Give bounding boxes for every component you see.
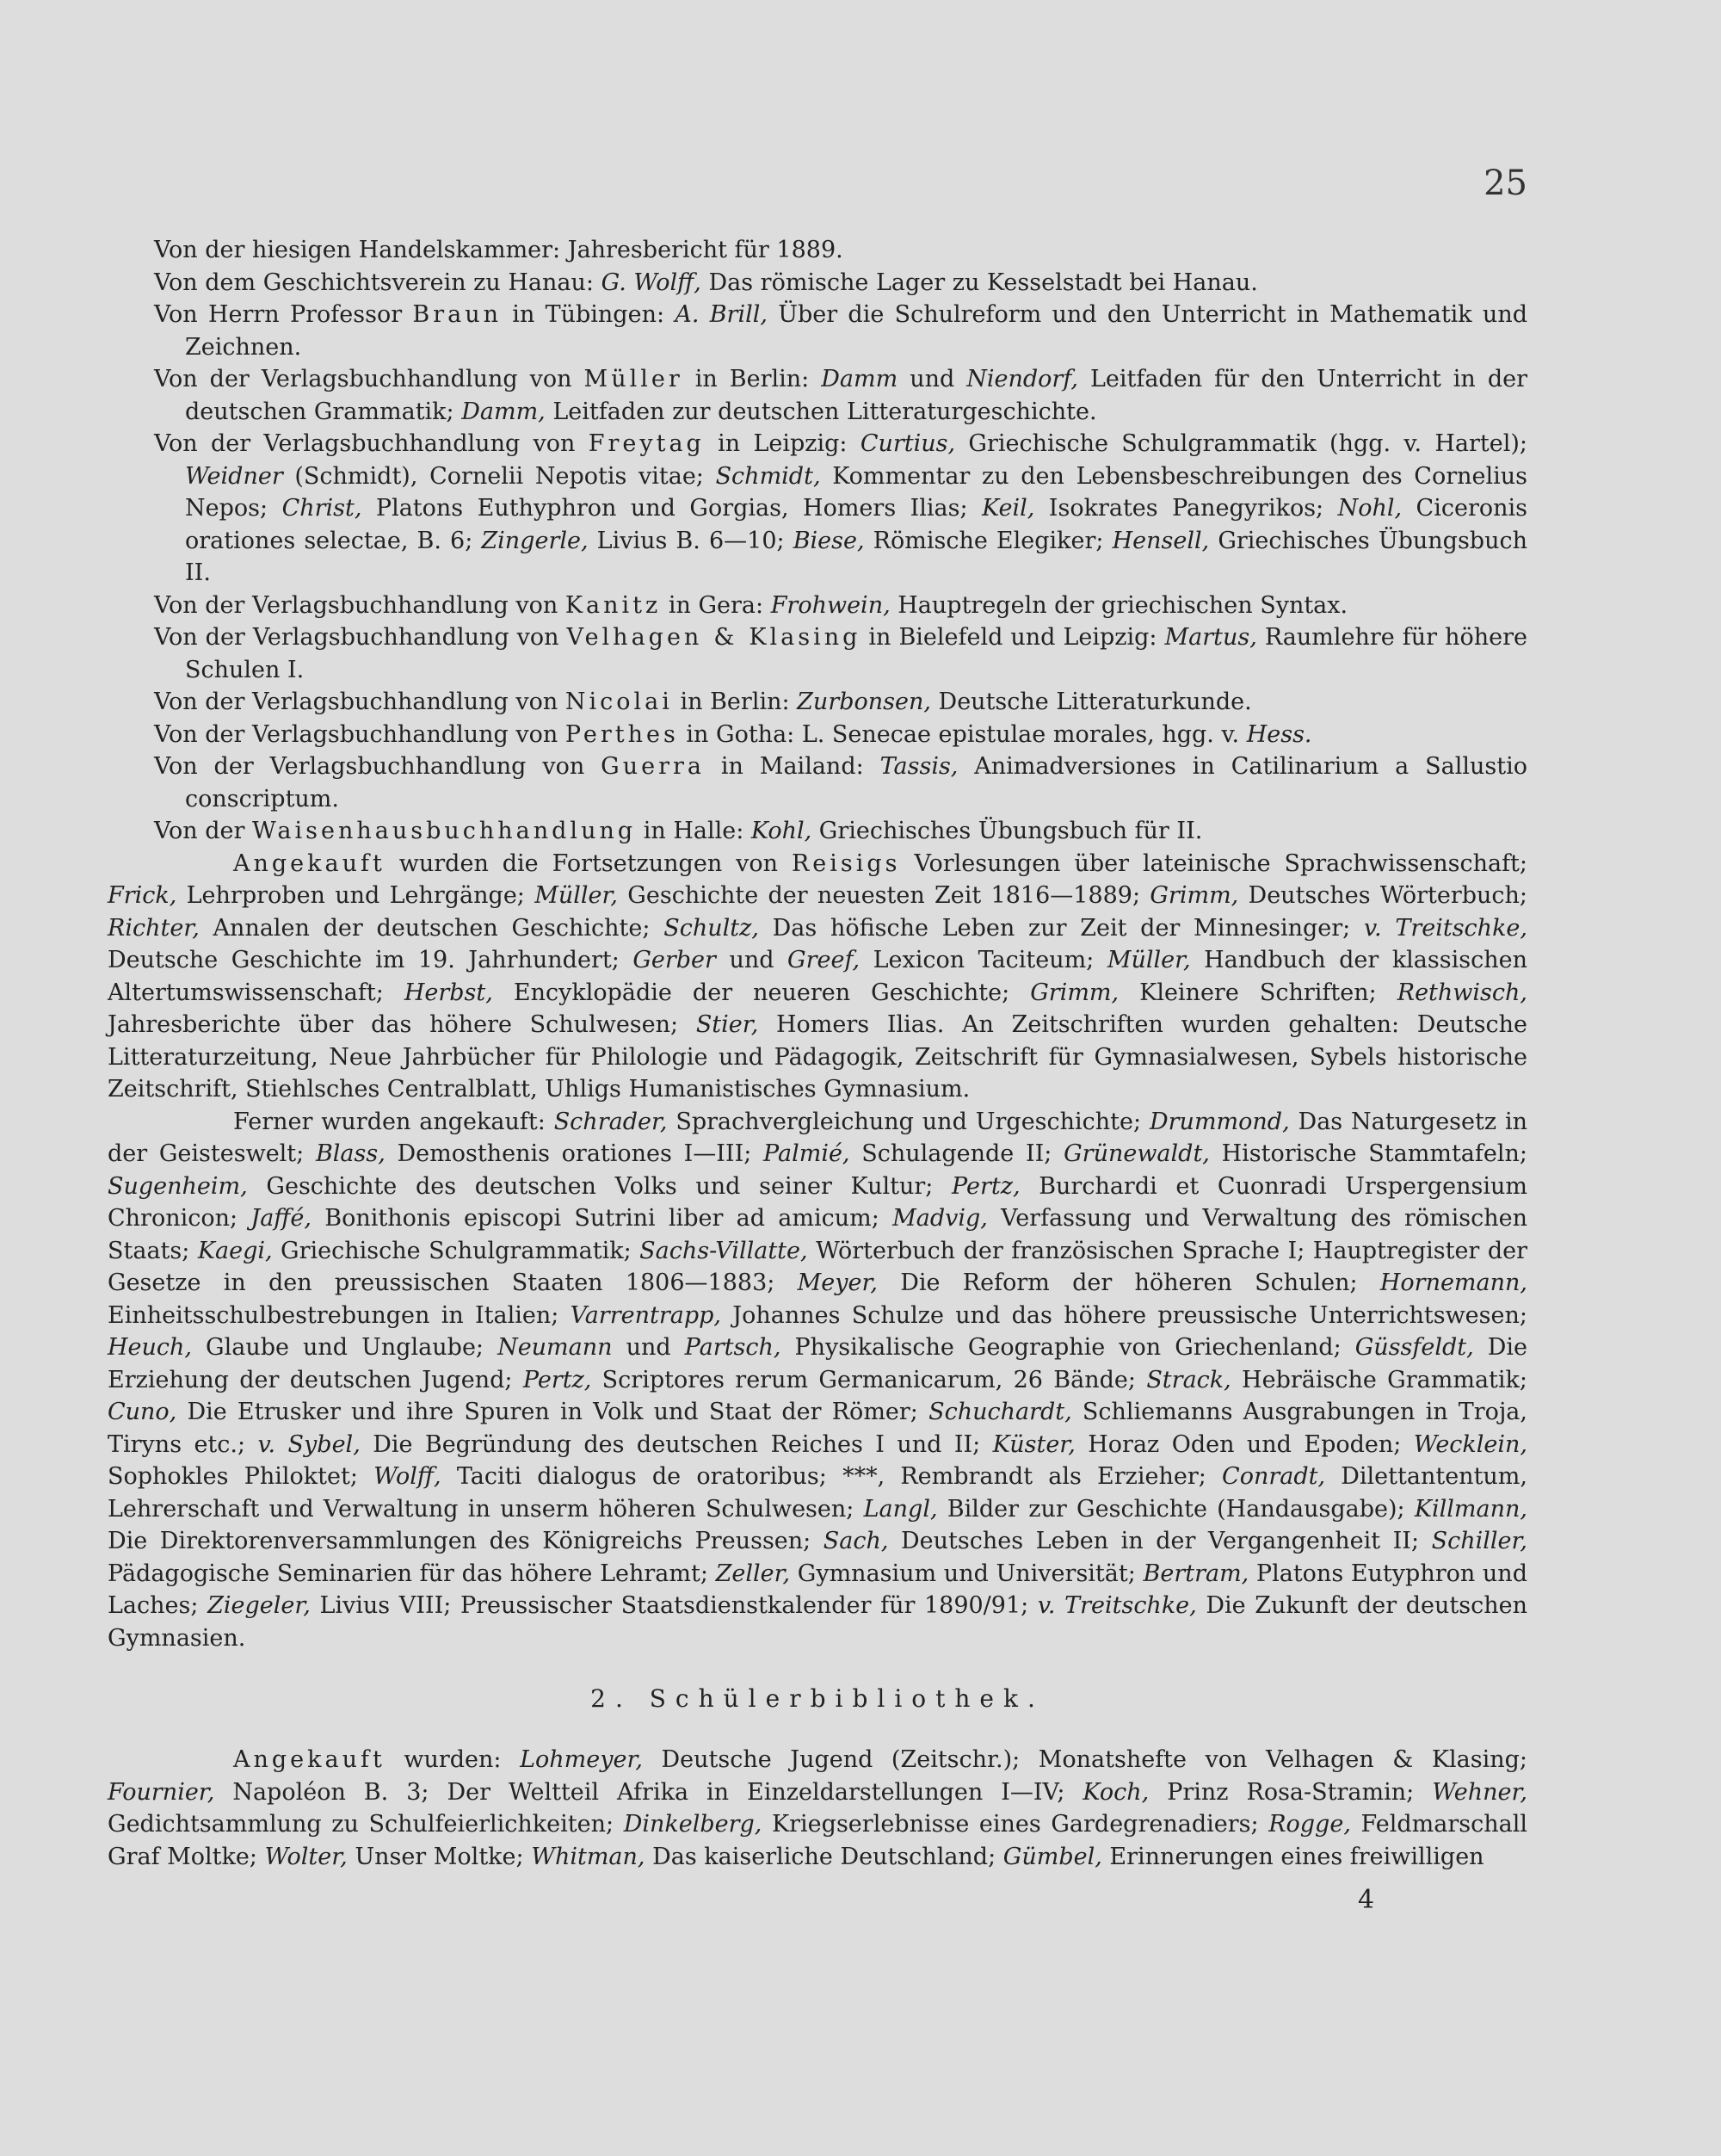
donation-entry xyxy=(108,590,1527,622)
entry-text: Leitfaden für den Unterricht in der deutschen Grammatik; xyxy=(185,366,1527,425)
author-name: Frohwein, xyxy=(770,591,891,619)
author-name: Herbst, xyxy=(404,979,493,1006)
author-name: Blass, xyxy=(315,1140,386,1167)
paragraph-text: wurden: xyxy=(385,1746,521,1773)
paragraph-text: Gedichtsammlung zu Schulfeierlichkeiten; xyxy=(108,1811,624,1838)
paragraph-text: Das Naturgesetz in der Geisteswelt; xyxy=(108,1108,1527,1167)
entry-text: in Berlin: xyxy=(682,366,822,392)
author-name: Nohl, xyxy=(1337,495,1403,522)
paragraph-text: Sophokles Philoktet; xyxy=(108,1463,374,1490)
author-name: Gerber xyxy=(632,947,716,973)
entry-text: Von Herrn Professor xyxy=(154,301,413,328)
author-name: Pertz, xyxy=(952,1172,1021,1200)
author-name: Dinkelberg, xyxy=(623,1811,762,1838)
paragraph-text: Scriptores rerum Germanicarum, 26 Bände; xyxy=(591,1366,1147,1393)
paragraph-text: Johannes Schulze und das höhere preussische Unterrichtswesen; xyxy=(720,1301,1527,1329)
entry-text: Von der Verlagsbuchhandlung von xyxy=(154,689,565,715)
author-name: Bertram, xyxy=(1143,1560,1249,1587)
paragraph-text: Pädagogische Seminarien für das höhere Lehramt; xyxy=(108,1560,716,1587)
donation-entry xyxy=(108,621,1527,686)
entry-text: Hauptregeln der griechischen Syntax. xyxy=(890,591,1348,619)
paragraph-text: Glaube und Unglaube; xyxy=(192,1334,498,1361)
author-name: Damm xyxy=(821,366,898,392)
paragraph-text: Ferner wurden angekauft: xyxy=(233,1108,554,1135)
author-name: Killmann, xyxy=(1414,1495,1527,1523)
publisher-name: Müller xyxy=(583,366,683,392)
paragraph-text: Platons Eutyphron und Laches; xyxy=(108,1560,1527,1619)
paragraph-text: Schulagende II; xyxy=(849,1140,1064,1167)
purchases-paragraph xyxy=(108,848,1527,1106)
paragraph-text: Demosthenis orationes I—III; xyxy=(385,1140,764,1167)
donation-entry xyxy=(108,428,1527,590)
entry-text: Isokrates Panegyrikos; xyxy=(1034,495,1338,522)
author-name: Schuchardt, xyxy=(928,1399,1072,1425)
author-name: Greef, xyxy=(787,947,860,973)
entry-text: Römische Elegiker; xyxy=(864,527,1113,554)
donation-entry xyxy=(108,815,1527,848)
entry-text: Platons Euthyphron und Gorgias, Homers Ilias; xyxy=(361,495,983,522)
author-name: Grünewaldt, xyxy=(1064,1140,1210,1167)
author-name: Wolter, xyxy=(264,1843,348,1870)
paragraph-text: Kleinere Schriften; xyxy=(1119,979,1397,1006)
section-heading: 2. Schülerbibliothek. xyxy=(590,1684,1045,1713)
author-name: G. Wolff, xyxy=(601,269,701,296)
author-name: Cuno, xyxy=(108,1399,177,1425)
entry-text: Über die Schulreform und den Unterricht in Mathematik und Zeichnen. xyxy=(185,301,1527,361)
entry-text: Von dem Geschichtsverein zu Hanau: xyxy=(154,269,601,296)
author-name: v. Treitschke, xyxy=(1037,1592,1197,1619)
author-name: Conradt, xyxy=(1222,1463,1326,1490)
entry-text: Von der Verlagsbuchhandlung von xyxy=(154,591,565,619)
author-name: Whitman, xyxy=(531,1843,645,1870)
author-name: v. Treitschke, xyxy=(1363,914,1527,942)
paragraph-text: Erinnerungen eines freiwilligen xyxy=(1101,1843,1484,1870)
publisher-name: Kanitz xyxy=(564,591,662,619)
paragraph-text: Hebräische Grammatik; xyxy=(1231,1366,1527,1393)
author-name: Biese, xyxy=(793,527,865,554)
entry-text: in Gotha: L. Senecae epistulae morales, hgg. v. xyxy=(678,720,1247,748)
paragraph-text: Dilettantentum, Lehrerschaft und Verwaltung in unserm höheren Schulwesen; xyxy=(108,1463,1527,1523)
author-name: Müller, xyxy=(534,882,619,909)
author-name: Müller, xyxy=(1107,947,1191,973)
publisher-name: Velhagen & Klasing xyxy=(566,624,861,651)
donation-entry xyxy=(108,686,1527,719)
author-name: Martus, xyxy=(1164,624,1257,651)
entry-text: Von der Verlagsbuchhandlung von xyxy=(154,753,601,780)
donation-entry xyxy=(108,719,1527,751)
author-name: Palmié, xyxy=(763,1140,850,1167)
paragraph-text: Bonithonis episcopi Sutrini liber ad amicum; xyxy=(312,1205,893,1232)
paragraph-text: Livius VIII; Preussischer Staatsdienstkalender für 1890/91; xyxy=(310,1592,1038,1619)
author-name: Stier, xyxy=(695,1011,759,1038)
paragraph-text: wurden die Fortsetzungen von xyxy=(385,849,792,877)
paragraph-text: Das kaiserliche Deutschland; xyxy=(645,1843,1003,1870)
entry-text: in Mailand: xyxy=(705,753,880,780)
author-name: Rogge, xyxy=(1268,1811,1351,1838)
author-name: Wehner, xyxy=(1432,1778,1528,1806)
author-name: Strack, xyxy=(1146,1366,1231,1393)
entry-text: in Leipzig: xyxy=(704,430,860,457)
donation-entry xyxy=(108,267,1527,300)
entry-text: Ciceronis orationes selectae, B. 6; xyxy=(185,495,1527,554)
author-name: Partsch, xyxy=(684,1334,781,1361)
entry-text: in Berlin: xyxy=(672,689,798,715)
donation-entry xyxy=(108,363,1527,428)
author-name: Wolff, xyxy=(373,1463,441,1490)
author-name: Sugenheim, xyxy=(108,1172,248,1200)
publisher-name: Guerra xyxy=(601,753,705,780)
paragraph-text: Deutsches Leben in der Vergangenheit II; xyxy=(888,1528,1432,1554)
entry-text: Leitfaden zur deutschen Litteraturgeschichte. xyxy=(545,398,1097,425)
entry-text: in Tübingen: xyxy=(502,301,675,328)
further-purchases-paragraph xyxy=(108,1106,1527,1655)
author-name: Zingerle, xyxy=(481,527,589,554)
paragraph-text: Wörterbuch der französischen Sprache I; Hauptregister der Gesetze in den preussischen Staaten 1806—1883; xyxy=(108,1237,1527,1296)
entry-text: (Schmidt), Cornelii Nepotis vitae; xyxy=(282,462,716,490)
author-name: Keil, xyxy=(982,495,1035,522)
paragraph-text: Lehrproben und Lehrgänge; xyxy=(176,882,535,909)
author-name: Fournier, xyxy=(108,1778,215,1806)
author-name: Ziegeler, xyxy=(207,1592,311,1619)
publisher-name: Perthes xyxy=(564,720,679,748)
author-name: Wecklein, xyxy=(1413,1430,1527,1458)
spaced-name: Reisigs xyxy=(791,849,901,877)
author-name: Küster, xyxy=(992,1430,1076,1458)
entry-text: Von der Verlagsbuchhandlung von xyxy=(154,624,567,651)
entry-text: in Bielefeld und Leipzig: xyxy=(860,624,1165,651)
author-name: Hornemann, xyxy=(1379,1270,1527,1296)
paragraph-text: Die Begründung des deutschen Reiches I und II; xyxy=(360,1430,993,1458)
donation-list xyxy=(108,234,1527,848)
author-name: Frick, xyxy=(108,882,177,909)
entry-text: Griechisches Übungsbuch für II. xyxy=(811,818,1203,844)
paragraph-text: Physikalische Geographie von Griechenland; xyxy=(780,1334,1355,1361)
paragraph-text: Bilder zur Geschichte (Handausgabe); xyxy=(937,1495,1415,1523)
paragraph-text: Die Etrusker und ihre Spuren in Volk und Staat der Römer; xyxy=(176,1399,929,1425)
author-name: Pertz, xyxy=(522,1366,592,1393)
paragraph-text: Homers Ilias. An Zeitschriften wurden gehalten: Deutsche Litteraturzeitung, Neue Jahrbücher für Philologie und Pädagogik, Zeitschrift für Gymnasialwesen, Sybels historische Zeitschrift, Stiehlsches Centralblatt, Uhligs Humanistisches Gymnasium. xyxy=(108,1011,1527,1103)
entry-text: Griechische Schulgrammatik (hgg. v. Hartel); xyxy=(955,430,1527,457)
entry-text: Livius B. 6—10; xyxy=(588,527,793,554)
author-name: Weidner xyxy=(185,462,283,490)
donation-entry xyxy=(108,299,1527,363)
author-name: Meyer, xyxy=(797,1270,878,1296)
paragraph-text: Griechische Schulgrammatik; xyxy=(272,1237,640,1264)
lead-word: Angekauft xyxy=(233,849,386,877)
signature-mark: 4 xyxy=(1358,1885,1375,1915)
paragraph-text: Geschichte der neuesten Zeit 1816—1889; xyxy=(618,882,1150,909)
entry-text: Von der xyxy=(154,818,252,844)
paragraph-text: Unser Moltke; xyxy=(347,1843,532,1870)
paragraph-text: Deutsche Geschichte im 19. Jahrhundert; xyxy=(108,947,633,973)
author-name: Heuch, xyxy=(108,1334,193,1361)
author-name: Güssfeldt, xyxy=(1354,1334,1474,1361)
paragraph-text: Handbuch der klassischen Altertumswissenschaft; xyxy=(108,947,1527,1006)
author-name: Schrader, xyxy=(553,1108,668,1135)
author-name: Langl, xyxy=(863,1495,938,1523)
paragraph-text: Kriegserlebnisse eines Gardegrenadiers; xyxy=(762,1811,1269,1838)
entry-text: Das römische Lager zu Kesselstadt bei Hanau. xyxy=(700,269,1258,296)
paragraph-text: Die Direktorenversammlungen des Königreichs Preussen; xyxy=(108,1528,823,1554)
paragraph-text: Annalen der deutschen Geschichte; xyxy=(199,914,664,942)
paragraph-text: Historische Stammtafeln; xyxy=(1209,1140,1527,1167)
author-name: Schultz, xyxy=(663,914,759,942)
entry-text: Von der hiesigen Handelskammer: Jahresbericht für 1889. xyxy=(154,237,843,263)
paragraph-text: Die Zukunft der deutschen Gymnasien. xyxy=(108,1592,1527,1652)
author-name: Zeller, xyxy=(715,1560,791,1587)
author-name: Lohmeyer, xyxy=(520,1746,643,1773)
author-name: Gümbel, xyxy=(1002,1843,1102,1870)
author-name: Damm, xyxy=(461,398,546,425)
paragraph-text: Prinz Rosa-Stramin; xyxy=(1149,1778,1433,1806)
entry-text: Von der Verlagsbuchhandlung von xyxy=(154,430,589,457)
author-name: Sach, xyxy=(823,1528,889,1554)
paragraph-text: Lexicon Taciteum; xyxy=(860,947,1107,973)
paragraph-text: Geschichte des deutschen Volks und seiner Kultur; xyxy=(247,1172,953,1200)
author-name: Drummond, xyxy=(1150,1108,1290,1135)
author-name: Koch, xyxy=(1083,1778,1150,1806)
author-name: Hess. xyxy=(1246,720,1312,748)
publisher-name: Braun xyxy=(412,301,503,328)
paragraph-text: Encyklopädie der neueren Geschichte; xyxy=(492,979,1031,1006)
author-name: Kohl, xyxy=(750,818,812,844)
entry-text: Raumlehre für höhere Schulen I. xyxy=(185,624,1527,683)
author-name: Grimm, xyxy=(1030,979,1120,1006)
paragraph-text: Horaz Oden und Epoden; xyxy=(1075,1430,1414,1458)
paragraph-text: Sprachvergleichung und Urgeschichte; xyxy=(667,1108,1150,1135)
paragraph-text: Taciti dialogus de oratoribus; ***, Rembrandt als Erzieher; xyxy=(441,1463,1223,1490)
publisher-name: Waisenhausbuchhandlung xyxy=(252,818,637,844)
entry-text: Kommentar zu den Lebensbeschreibungen des Cornelius Nepos; xyxy=(185,462,1527,522)
paragraph-text: Die Reform der höheren Schulen; xyxy=(878,1270,1380,1296)
paragraph-text: Jahresberichte über das höhere Schulwesen; xyxy=(108,1011,696,1038)
acquisitions-section xyxy=(108,234,1527,1873)
paragraph-text: Deutsches Wörterbuch; xyxy=(1238,882,1528,909)
entry-text: in Gera: xyxy=(661,591,771,619)
paragraph-text: Feldmarschall Graf Moltke; xyxy=(108,1811,1527,1870)
author-name: Schiller, xyxy=(1431,1528,1528,1554)
entry-text: Griechisches Übungsbuch II. xyxy=(185,527,1527,586)
author-name: Varrentrapp, xyxy=(570,1301,721,1329)
paragraph-text: Deutsche Jugend (Zeitschr.); Monatshefte von Velhagen & Klasing; xyxy=(642,1746,1527,1773)
entry-text: Deutsche Litteraturkunde. xyxy=(930,689,1252,715)
paragraph-text: Gymnasium und Universität; xyxy=(790,1560,1144,1587)
author-name: Hensell, xyxy=(1112,527,1210,554)
author-name: Sachs-Villatte, xyxy=(639,1237,808,1264)
author-name: Grimm, xyxy=(1150,882,1239,909)
paragraph-text: Vorlesungen über lateinische Sprachwissenschaft; xyxy=(900,849,1528,877)
author-name: Schmidt, xyxy=(715,462,821,490)
paragraph-text: und xyxy=(715,947,788,973)
paragraph-text: Die Erziehung der deutschen Jugend; xyxy=(108,1334,1527,1393)
paragraph-text: Verfassung und Verwaltung des römischen Staats; xyxy=(108,1205,1527,1264)
donation-entry xyxy=(108,751,1527,815)
entry-text: Von der Verlagsbuchhandlung von xyxy=(154,366,584,392)
paragraph-text: Burchardi et Cuonradi Urspergensium Chronicon; xyxy=(108,1172,1527,1232)
author-name: Rethwisch, xyxy=(1397,979,1527,1006)
paragraph-text: und xyxy=(612,1334,685,1361)
author-name: Madvig, xyxy=(892,1205,988,1232)
entry-text: Von der Verlagsbuchhandlung von xyxy=(154,720,565,748)
paragraph-text: Das höfische Leben zur Zeit der Minnesinger; xyxy=(758,914,1364,942)
student-library-paragraph xyxy=(108,1744,1527,1873)
author-name: Neumann xyxy=(497,1334,613,1361)
donation-entry xyxy=(108,234,1527,267)
entry-text: und xyxy=(898,366,967,392)
author-name: Curtius, xyxy=(860,430,956,457)
author-name: Niendorf, xyxy=(966,366,1078,392)
paragraph-text: Schliemanns Ausgrabungen in Troja, Tiryns etc.; xyxy=(108,1399,1527,1458)
paragraph-text: Napoléon B. 3; Der Weltteil Afrika in Einzeldarstellungen I—IV; xyxy=(214,1778,1083,1806)
author-name: A. Brill, xyxy=(675,301,768,328)
author-name: Kaegi, xyxy=(197,1237,273,1264)
author-name: v. Sybel, xyxy=(257,1430,361,1458)
publisher-name: Freytag xyxy=(588,430,705,457)
publisher-name: Nicolai xyxy=(564,689,673,715)
author-name: Zurbonsen, xyxy=(797,689,931,715)
lead-word: Angekauft xyxy=(233,1746,386,1773)
page-number: 25 xyxy=(1484,164,1527,203)
author-name: Christ, xyxy=(281,495,362,522)
entry-text: Animadversiones in Catilinarium a Sallustio conscriptum. xyxy=(185,753,1527,812)
entry-text: in Halle: xyxy=(636,818,751,844)
author-name: Jaffé, xyxy=(250,1205,312,1232)
paragraph-text: Einheitsschulbestrebungen in Italien; xyxy=(108,1301,571,1329)
author-name: Richter, xyxy=(108,914,200,942)
author-name: Tassis, xyxy=(879,753,959,780)
